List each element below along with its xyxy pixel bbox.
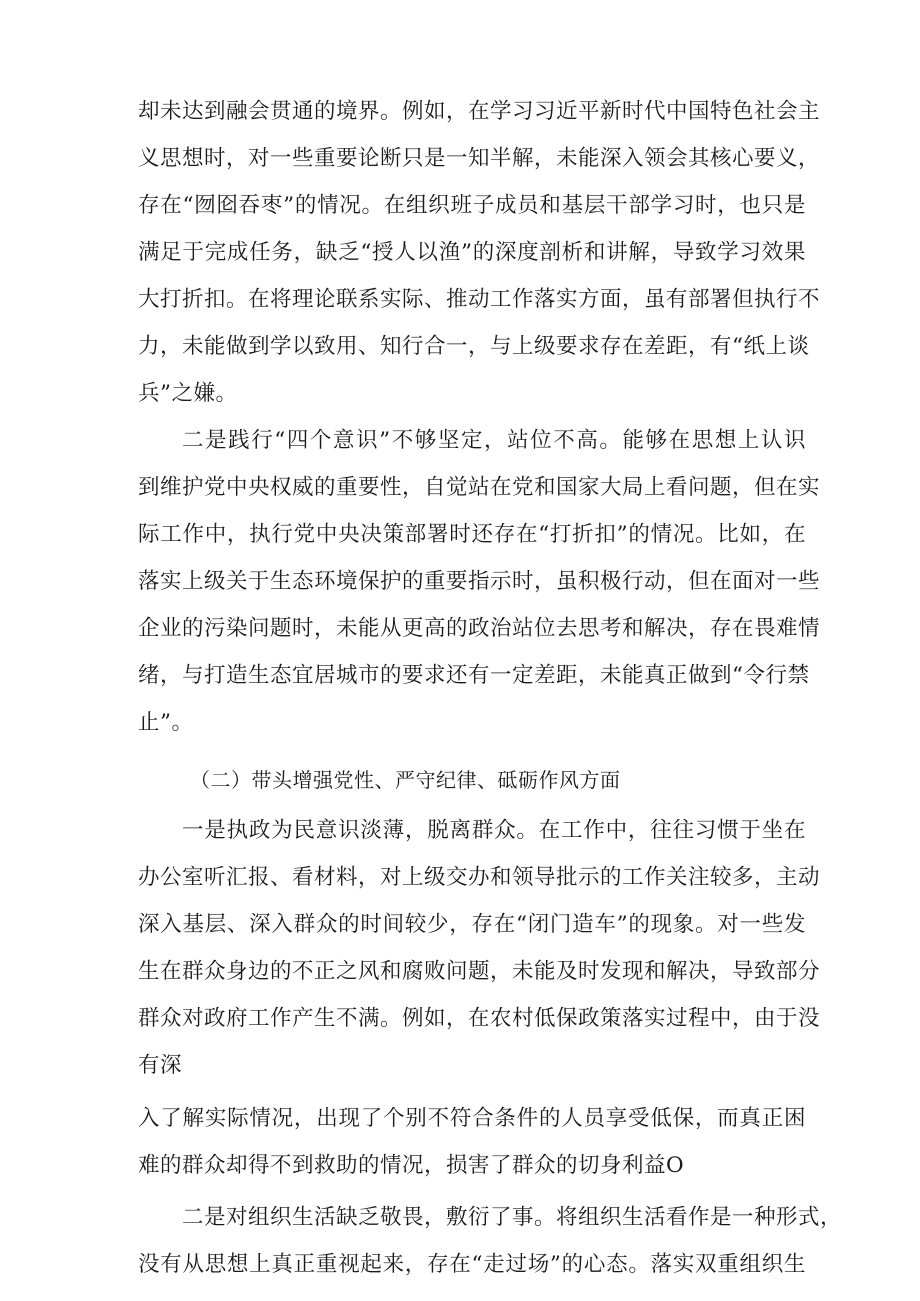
paragraph-line: 深入基层、深入群众的时间较少，存在“闭门造车”的现象。对一些发 [138, 912, 806, 937]
paragraph-line: 生在群众身边的不正之风和腐败问题，未能及时发现和解决，导致部分 [138, 959, 821, 984]
paragraph-line: 际工作中，执行党中央决策部署时还存在“打折扣”的情况。比如，在 [138, 522, 806, 547]
paragraph-line: 绪，与打造生态宜居城市的要求还有一定差距，未能真正做到“令行禁 [138, 663, 810, 688]
section-heading: （二）带头增强党性、严守纪律、砥砺作风方面 [190, 768, 621, 792]
paragraph-line: 二是践行“四个意识”不够坚定，站位不高。能够在思想上认识 [182, 428, 806, 453]
paragraph-line: 力，未能做到学以致用、知行合一，与上级要求存在差距，有“纸上谈 [138, 334, 810, 359]
paragraph-line: 入了解实际情况，出现了个别不符合条件的人员享受低保，而真正困 [138, 1106, 806, 1131]
paragraph-line: 到维护党中央权威的重要性，自觉站在党和国家大局上看问题，但在实 [138, 475, 821, 500]
paragraph-line: 二是对组织生活缺乏敬畏，敷衍了事。将组织生活看作是一种形式， [182, 1205, 843, 1230]
paragraph-line: 企业的污染问题时，未能从更高的政治站位去思考和解决，存在畏难情 [138, 616, 821, 641]
paragraph-line: 一是执政为民意识淡薄，脱离群众。在工作中，往往习惯于坐在 [182, 818, 806, 843]
paragraph-line: 大打折扣。在将理论联系实际、推动工作落实方面，虽有部署但执行不 [138, 287, 821, 312]
paragraph-line: 止”。 [138, 710, 194, 735]
paragraph-line: 有深 [138, 1053, 183, 1078]
paragraph-line: 落实上级关于生态环境保护的重要指示时，虽积极行动，但在面对一些 [138, 569, 821, 594]
paragraph-line: 义思想时，对一些重要论断只是一知半解，未能深入领会其核心要义， [138, 146, 821, 171]
paragraph-line: 满足于完成任务，缺乏“授人以渔”的深度剖析和讲解，导致学习效果 [138, 240, 806, 265]
paragraph-line: 没有从思想上真正重视起来，存在“走过场”的心态。落实双重组织生 [138, 1252, 806, 1277]
paragraph-line: 群众对政府工作产生不满。例如，在农村低保政策落实过程中，由于没 [138, 1006, 821, 1031]
paragraph-line: 兵”之嫌。 [138, 381, 238, 406]
paragraph-line: 却未达到融会贯通的境界。例如，在学习习近平新时代中国特色社会主 [138, 99, 821, 124]
paragraph-line: 难的群众却得不到救助的情况，损害了群众的切身利益O [138, 1153, 685, 1178]
paragraph-line: 存在“囫囵吞枣”的情况。在组织班子成员和基层干部学习时，也只是 [138, 193, 806, 218]
paragraph-line: 办公室听汇报、看材料，对上级交办和领导批示的工作关注较多，主动 [138, 865, 821, 890]
